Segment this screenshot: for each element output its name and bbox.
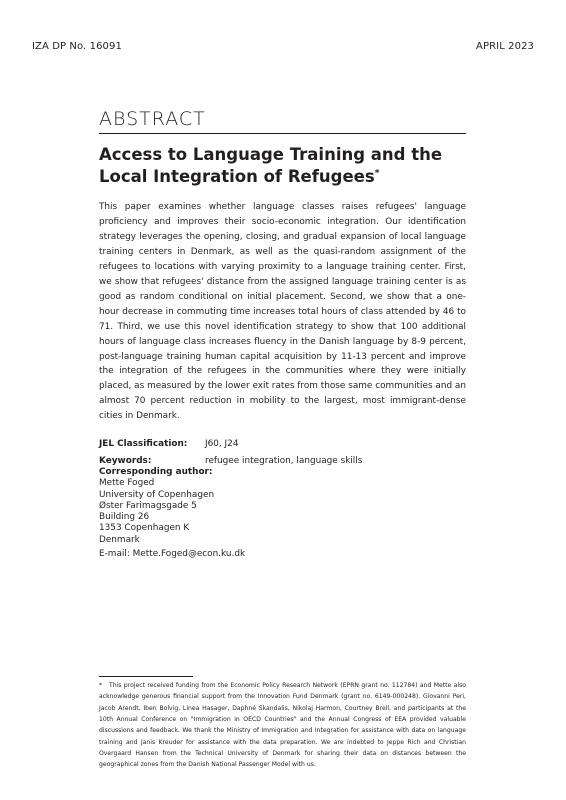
author-street: Øster Farimagsgade 5 [99,500,197,511]
keywords-label: Keywords: [99,456,152,466]
jel-label: JEL Classification: [99,439,188,449]
author-email: E-mail: Mette.Foged@econ.ku.dk [99,549,246,560]
footnote-text: This project received funding from the Economic Policy Research Network (EPRN grant no. 112784) and Mette also acknowledge generous financial support from the Innovation Fund Denmark (grant no. 6149-000248). Giovanni Peri, Jacob Arendt, Iben Bolvig, Linea Hasager, Daphné Skandalis, Nikolaj Harmon, Courtney Brell, and participants at the 10th Annual Conference on "Immigration in OECD Countries" and the Annual Congress of EEA provided valuable discussions and feedback. We thank the Ministry of Immigration and Integration for assistance with data on language training and Janis Kreuder for assistance with the data preparation. We are indebted to Jeppe Rich and Christian Overgaard Hansen from the Technical University of Denmark for sharing their data on distances between the geographical zones from the Danish National Passenger Model with us. [99,682,466,769]
author-country: Denmark [99,534,140,545]
abstract-text: This paper examines whether language classes raises refugees' language proficiency and improves their socio-economic integration. Our identification strategy leverages the opening, closing, and gradual expansion of local language training centers in Denmark, as well as the quasi-random assignment of the refugees to locations with varying proximity to a language training center. First, we show that refugees' distance from the assigned language training center is as good as random conditional on initial placement. Second, we show that a one-hour decrease in commuting time increases total hours of class attended by 46 to 71. Third, we use this novel identification strategy to show that 100 additional hours of language class increases fluency in the Danish language by 8-9 percent, post-language training human capital acquisition by 11-13 percent and improve the integration of the refugees in the communities where they were initially placed, as measured by the lower exit rates from those same communities and an almost 70 percent reduction in mobility to the largest, most immigrant-dense cities in Denmark. [99,202,466,422]
footnote-marker: * [99,682,103,689]
footnote [99,680,466,771]
footnote-divider [99,676,193,677]
author-postal-code: 1353 Copenhagen K [99,523,190,534]
author-building: Building 26 [99,512,150,523]
paper-title-line-2 [99,166,466,188]
author-name: Mette Foged [99,478,155,489]
publication-date: APRIL 2023 [476,41,534,52]
paper-series-number: IZA DP No. 16091 [32,41,122,52]
abstract-heading: ABSTRACT [99,108,206,130]
author-institution: University of Copenhagen [99,489,215,500]
title-footnote-marker: * [374,168,380,179]
paper-title-line-1: Access to Language Training and the [99,145,443,164]
jel-value: J60, J24 [205,439,239,449]
keywords-value: refugee integration, language skills [205,456,363,466]
heading-divider [99,133,466,134]
paper-title [99,144,466,188]
paper-title-line-2-text: Local Integration of Refugees [99,167,375,186]
corresponding-author-label: Corresponding author: [99,467,213,477]
corresponding-author-block [99,467,245,560]
